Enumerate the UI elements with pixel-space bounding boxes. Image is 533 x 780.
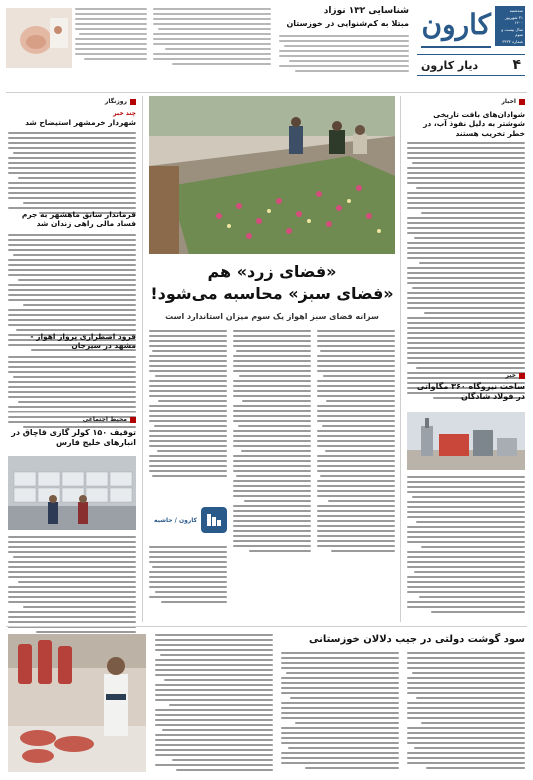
left-divider — [8, 412, 136, 413]
right-headline: شوادان‌های بافت تاریخی شوشتر به دلیل نفوذ آب، در خطر تخریب هستند — [423, 110, 525, 138]
bottom-headline: سود گوشت دولتی در جیب دلالان خوزستانی — [308, 634, 525, 645]
tag-square-icon — [130, 417, 136, 423]
margin-badge — [149, 500, 227, 540]
plant-tag: خبر — [505, 372, 525, 379]
bottom-body-col-1 — [407, 652, 525, 769]
right-tag: اخبار — [501, 98, 525, 105]
tag-square-icon — [130, 99, 136, 105]
tag-square-icon — [519, 373, 525, 379]
main-subheadline: سرانه فضای سبز اهواز یک سوم میزان استاندارد است — [165, 312, 379, 321]
left-item-4-body — [8, 536, 136, 633]
left-item-4-headline: توقیف ۱۵۰ کولر گازی قاچاق در انبارهای خلیج فارس — [11, 428, 136, 447]
issue-line: سال بیست و سوم — [501, 27, 523, 37]
right-body — [407, 142, 525, 399]
top-middle-column — [153, 8, 271, 86]
left-item-1-headline: شهردار خرمشهر استیضاح شد — [25, 118, 136, 127]
section-name: دیار کارون — [421, 58, 479, 72]
top-story-headline-1: شناسایی ۱۳۲ نوزاد — [323, 6, 409, 16]
top-left-column — [75, 8, 147, 86]
main-body-col-1 — [317, 330, 395, 552]
issue-line: شماره ۳۴۳۳ — [502, 39, 523, 44]
issue-line: ۳۱ شهریور ۱۴۰۰ — [504, 15, 523, 25]
issue-box — [495, 6, 525, 46]
logo-underline — [421, 46, 491, 48]
issue-line: سه‌شنبه — [509, 8, 523, 13]
main-body-col-2 — [233, 330, 311, 552]
masthead — [417, 6, 525, 86]
power-plant-photo — [407, 412, 525, 470]
left-tag: روزنگار — [8, 98, 136, 105]
top-story-headline-2: مبتلا به کم‌شنوایی در خوزستان — [286, 19, 409, 29]
left-item-3-headline: فرود اضطراری پرواز اهواز - مشهد در سیرجان — [30, 332, 136, 351]
main-body-col-3 — [149, 330, 227, 477]
garden-workers-photo — [149, 96, 395, 254]
left-item-2-headline: فرماندار سابق ماهشهر به جرم فساد مالی راهی زندان شد — [21, 210, 136, 229]
main-headline-2: «فضای سبز» محاسبه می‌شود! — [150, 284, 394, 303]
tag-square-icon — [519, 99, 525, 105]
masthead-logo: کارون — [421, 8, 491, 41]
baby-photo — [6, 8, 72, 68]
bottom-body-col-3 — [155, 634, 273, 771]
plant-headline: ساخت نیروگاه ۳۶۰ مگاواتی در فولاد شادگان — [416, 382, 525, 401]
main-headline-1: «فضای زرد» هم — [207, 262, 337, 281]
badge-icon — [201, 507, 227, 533]
badge-label: کارون / حاشیه — [154, 516, 197, 524]
main-body-col-3b — [149, 546, 227, 603]
top-divider — [6, 92, 527, 93]
right-col-divider — [400, 96, 401, 622]
left-col-divider — [142, 96, 143, 622]
bottom-divider — [6, 626, 527, 627]
section-bar — [417, 54, 525, 76]
butcher-photo — [8, 634, 146, 772]
left-tag-2: محیط اجتماعی — [8, 416, 136, 423]
top-story-body — [279, 35, 409, 72]
left-item-1-kicker: چند خبر — [113, 110, 136, 117]
plant-body — [407, 476, 525, 613]
page-number: ۴ — [512, 57, 521, 73]
ac-warehouse-photo — [8, 456, 136, 530]
top-story — [279, 6, 409, 86]
bottom-body-col-2 — [281, 652, 399, 769]
left-item-1-body — [8, 132, 136, 214]
